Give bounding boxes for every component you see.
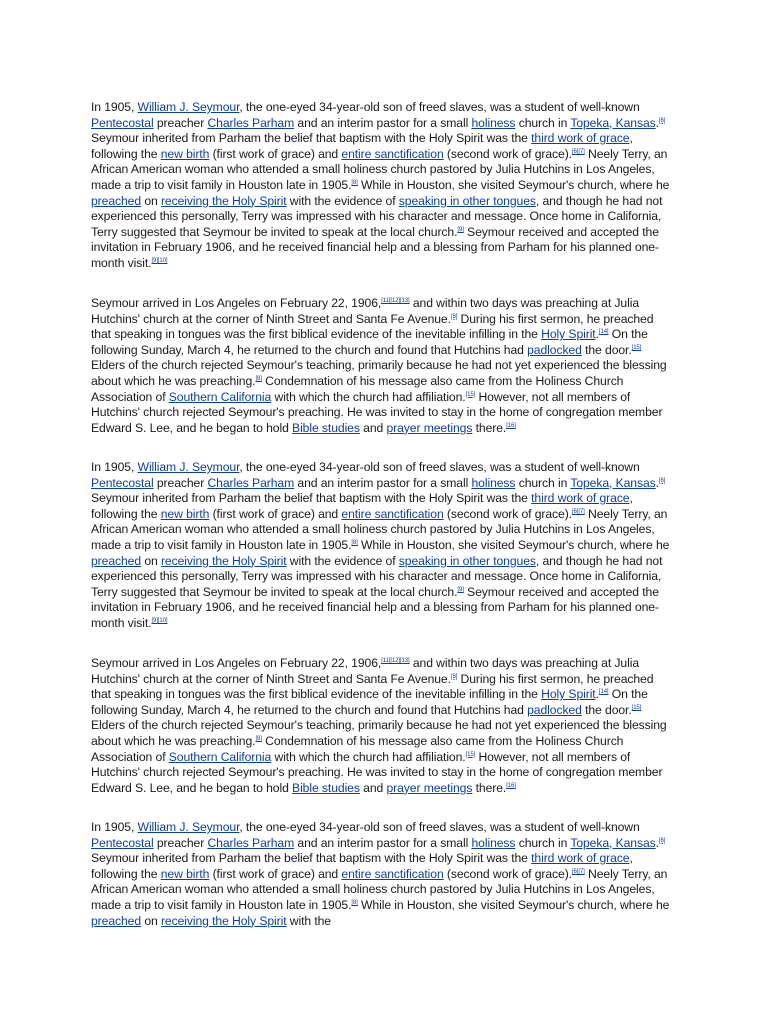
citation-link[interactable]: [9] (457, 586, 464, 593)
citation-link[interactable]: [6][7] (571, 148, 585, 155)
link-preached[interactable]: preached (91, 193, 142, 208)
paragraph-seymour-arrival (91, 296, 673, 436)
link-pentecostal[interactable]: Pentecostal (91, 115, 154, 130)
text-run: During his first sermon, he preached that speaking in tongues was the first biblical evidence of the inevitable infilling in the (91, 671, 654, 702)
text-run: Seymour received and accepted the invitation in February 1906, and he received financial help and a blessing from Parham for his planned one-month visit. (91, 584, 659, 630)
citation-link[interactable]: [8] (255, 375, 262, 382)
citation-link[interactable]: [15] (465, 751, 476, 758)
citation-ref[interactable] (599, 329, 609, 335)
text-run: However, not all members of Hutchins' church rejected Seymour's preaching. He was invited to stay in the home of congregation member Edward S. Lee, and he began to hold (91, 749, 663, 795)
citation-link[interactable]: [9] (457, 226, 464, 233)
paragraph-seymour-1905 (91, 100, 673, 272)
citation-link[interactable]: [8] (351, 539, 358, 546)
text-run: the door. (581, 702, 632, 717)
text-run: While in Houston, she visited Seymour's church, where he (357, 897, 670, 912)
link-holy-spirit[interactable]: Holy Spirit (541, 327, 596, 342)
citation-ref[interactable] (506, 423, 516, 429)
link-holiness[interactable]: holiness (471, 475, 516, 490)
text-run: with which the church had affiliation. (271, 749, 466, 764)
text-run: (second work of grace). (443, 506, 572, 521)
text-run: and an interim pastor for a small (294, 115, 472, 130)
citation-ref[interactable] (572, 869, 585, 875)
link-speaking-in-other-tongues[interactable]: speaking in other tongues (398, 193, 536, 208)
link-third-work-of-grace[interactable]: third work of grace (531, 131, 630, 146)
citation-link[interactable]: [6] (658, 477, 666, 484)
link-charles-parham[interactable]: Charles Parham (207, 115, 295, 130)
citation-link[interactable]: [9][10] (151, 617, 168, 624)
text-run: , and though he had not experienced this personally, Terry was impressed with his character and message. Once home in California, Terry suggested that Seymour be invited to speak at the local church. (91, 553, 663, 599)
text-run: and (359, 780, 387, 795)
citation-link[interactable]: [6] (658, 117, 666, 124)
text-run: there. (472, 420, 507, 435)
text-run: Seymour arrived in Los Angeles on February 22, 1906, (91, 296, 382, 310)
text-run: Condemnation of his message also came from the Holiness Church Association of (91, 733, 624, 764)
link-receiving-the-holy-spirit[interactable]: receiving the Holy Spirit (160, 193, 287, 208)
link-padlocked[interactable]: padlocked (527, 702, 582, 717)
link-bible-studies[interactable]: Bible studies (292, 780, 360, 795)
link-topeka-kansas[interactable]: Topeka, Kansas (570, 475, 656, 490)
citation-link[interactable]: [6][7] (571, 508, 585, 515)
text-run: preacher (153, 835, 208, 850)
text-run: with the evidence of (286, 193, 399, 208)
link-southern-california[interactable]: Southern California (168, 749, 272, 764)
link-entire-sanctification[interactable]: entire sanctification (341, 146, 444, 161)
citation-link[interactable]: [15] (465, 391, 476, 398)
citation-ref[interactable] (151, 258, 167, 264)
text-run: On the following Sunday, March 4, he returned to the church and found that Hutchins had (91, 687, 648, 717)
text-run: (second work of grace). (443, 146, 572, 161)
text-run: However, not all members of Hutchins' church rejected Seymour's preaching. He was invited to stay in the home of congregation member Edward S. Lee, and he began to hold (91, 389, 663, 435)
text-run: . (595, 327, 599, 342)
citation-ref[interactable] (632, 345, 642, 351)
text-run: , the one-eyed 34-year-old son of freed slaves, was a student of well-known (239, 460, 640, 474)
text-run: , following the (91, 851, 633, 881)
citation-link[interactable]: [14] (598, 329, 609, 336)
text-run: on (141, 193, 161, 208)
text-run: Neely Terry, an African American woman who attended a small holiness church pastored by Julia Hutchins in Los Angeles, made a trip to visit family in Houston late in 1905. (91, 146, 668, 192)
text-run: Seymour inherited from Parham the belief that baptism with the Holy Spirit was the (91, 491, 532, 506)
link-holy-spirit[interactable]: Holy Spirit (541, 687, 596, 702)
citation-link[interactable]: [6][7] (571, 868, 585, 875)
text-run: (first work of grace) and (209, 866, 342, 881)
paragraph-seymour-1905 (91, 460, 673, 632)
text-run: Seymour arrived in Los Angeles on February 22, 1906, (91, 656, 382, 670)
citation-ref[interactable] (599, 689, 609, 695)
citation-link[interactable]: [15] (631, 344, 642, 351)
text-run: and an interim pastor for a small (294, 835, 472, 850)
text-run: , following the (91, 491, 633, 521)
text-run: (first work of grace) and (209, 506, 342, 521)
text-run: , the one-eyed 34-year-old son of freed slaves, was a student of well-known (239, 820, 640, 834)
text-run: preacher (153, 115, 208, 130)
link-prayer-meetings[interactable]: prayer meetings (386, 420, 473, 435)
link-preached[interactable]: preached (91, 553, 142, 568)
text-run: In 1905, (91, 460, 138, 474)
link-padlocked[interactable]: padlocked (527, 342, 582, 357)
text-run: there. (472, 780, 507, 795)
text-run: and within two days was preaching at Julia Hutchins' church at the corner of Ninth Street and Santa Fe Avenue. (91, 656, 640, 686)
text-run: , and though he had not experienced this personally, Terry was impressed with his character and message. Once home in California, Terry suggested that Seymour be invited to speak at the local church. (91, 193, 663, 239)
citation-ref[interactable] (466, 752, 476, 758)
link-southern-california[interactable]: Southern California (168, 389, 272, 404)
link-receiving-the-holy-spirit[interactable]: receiving the Holy Spirit (160, 913, 287, 928)
link-topeka-kansas[interactable]: Topeka, Kansas (570, 115, 656, 130)
citation-ref[interactable] (151, 618, 167, 624)
text-run: , following the (91, 131, 633, 161)
citation-link[interactable]: [8] (255, 735, 262, 742)
citation-ref[interactable] (506, 783, 516, 789)
link-third-work-of-grace[interactable]: third work of grace (531, 851, 630, 866)
citation-link[interactable]: [16] (506, 782, 516, 789)
link-speaking-in-other-tongues[interactable]: speaking in other tongues (398, 553, 536, 568)
text-run: with the evidence of (286, 553, 399, 568)
link-new-birth[interactable]: new birth (160, 146, 210, 161)
link-new-birth[interactable]: new birth (160, 506, 210, 521)
link-receiving-the-holy-spirit[interactable]: receiving the Holy Spirit (160, 553, 287, 568)
citation-ref[interactable] (381, 658, 409, 664)
text-run: . (595, 687, 599, 702)
text-run: During his first sermon, he preached that speaking in tongues was the first biblical evidence of the inevitable infilling in the (91, 311, 654, 342)
link-william-j-seymour[interactable]: William J. Seymour (137, 820, 240, 834)
citation-ref[interactable] (659, 838, 665, 844)
text-run: Neely Terry, an African American woman who attended a small holiness church pastored by Julia Hutchins in Los Angeles, made a trip to visit family in Houston late in 1905. (91, 866, 668, 912)
link-prayer-meetings[interactable]: prayer meetings (386, 780, 473, 795)
citation-ref[interactable] (659, 478, 665, 484)
link-charles-parham[interactable]: Charles Parham (207, 475, 295, 490)
text-run: In 1905, (91, 100, 138, 114)
citation-link[interactable]: [11][12][13] (381, 658, 410, 664)
citation-ref[interactable] (381, 298, 409, 304)
citation-link[interactable]: [15] (631, 704, 642, 711)
citation-link[interactable]: [8] (351, 179, 358, 186)
citation-link[interactable]: [16] (506, 422, 516, 429)
text-run: and within two days was preaching at Julia Hutchins' church at the corner of Ninth Street and Santa Fe Avenue. (91, 296, 640, 326)
link-pentecostal[interactable]: Pentecostal (91, 475, 154, 490)
text-run: . (655, 835, 659, 850)
text-run: Seymour inherited from Parham the belief that baptism with the Holy Spirit was the (91, 851, 532, 866)
citation-ref[interactable] (572, 509, 585, 515)
citation-ref[interactable] (466, 392, 476, 398)
link-bible-studies[interactable]: Bible studies (292, 420, 360, 435)
text-run: Seymour inherited from Parham the belief that baptism with the Holy Spirit was the (91, 131, 532, 146)
link-new-birth[interactable]: new birth (160, 866, 210, 881)
citation-link[interactable]: [14] (598, 689, 609, 696)
text-run: the door. (581, 342, 632, 357)
text-run: with the (286, 913, 331, 928)
citation-link[interactable]: [8] (351, 899, 358, 906)
link-entire-sanctification[interactable]: entire sanctification (341, 866, 444, 881)
citation-ref[interactable] (572, 149, 585, 155)
link-pentecostal[interactable]: Pentecostal (91, 835, 154, 850)
link-topeka-kansas[interactable]: Topeka, Kansas (570, 835, 656, 850)
text-run: preacher (153, 475, 208, 490)
text-run: and (359, 420, 387, 435)
text-run: Elders of the church rejected Seymour's teaching, primarily because he had not yet experienced the blessing about which he was preaching. (91, 358, 667, 388)
text-run: On the following Sunday, March 4, he returned to the church and found that Hutchins had (91, 327, 648, 357)
text-run: (second work of grace). (443, 866, 572, 881)
link-charles-parham[interactable]: Charles Parham (207, 835, 295, 850)
text-run: Condemnation of his message also came from the Holiness Church Association of (91, 373, 624, 404)
text-run: on (141, 553, 161, 568)
citation-link[interactable]: [9][10] (151, 257, 168, 264)
text-run: with which the church had affiliation. (271, 389, 466, 404)
citation-link[interactable]: [8] (450, 313, 458, 320)
text-run: church in (515, 115, 571, 130)
text-run: While in Houston, she visited Seymour's church, where he (357, 537, 670, 552)
link-preached[interactable]: preached (91, 913, 142, 928)
text-run: Neely Terry, an African American woman who attended a small holiness church pastored by Julia Hutchins in Los Angeles, made a trip to visit family in Houston late in 1905. (91, 506, 668, 552)
paragraph-seymour-arrival (91, 656, 673, 796)
text-run: In 1905, (91, 820, 138, 834)
link-william-j-seymour[interactable]: William J. Seymour (137, 460, 240, 474)
link-entire-sanctification[interactable]: entire sanctification (341, 506, 444, 521)
link-holiness[interactable]: holiness (471, 835, 516, 850)
text-run: . (655, 115, 659, 130)
citation-ref[interactable] (659, 118, 665, 124)
text-run: Seymour received and accepted the invitation in February 1906, and he received financial help and a blessing from Parham for his planned one-month visit. (91, 224, 659, 270)
text-run: Elders of the church rejected Seymour's teaching, primarily because he had not yet experienced the blessing about which he was preaching. (91, 718, 667, 748)
text-run: (first work of grace) and (209, 146, 342, 161)
link-holiness[interactable]: holiness (471, 115, 516, 130)
text-run: church in (515, 475, 571, 490)
text-run: While in Houston, she visited Seymour's church, where he (357, 177, 670, 192)
citation-link[interactable]: [6] (658, 837, 666, 844)
link-william-j-seymour[interactable]: William J. Seymour (137, 100, 240, 114)
citation-ref[interactable] (632, 705, 642, 711)
text-run: on (141, 913, 161, 928)
text-run: , the one-eyed 34-year-old son of freed slaves, was a student of well-known (239, 100, 640, 114)
text-run: . (655, 475, 659, 490)
link-third-work-of-grace[interactable]: third work of grace (531, 491, 630, 506)
paragraph-seymour-1905-partial (91, 820, 673, 929)
citation-link[interactable]: [8] (450, 673, 458, 680)
text-run: church in (515, 835, 571, 850)
citation-link[interactable]: [11][12][13] (381, 298, 410, 304)
text-run: and an interim pastor for a small (294, 475, 472, 490)
